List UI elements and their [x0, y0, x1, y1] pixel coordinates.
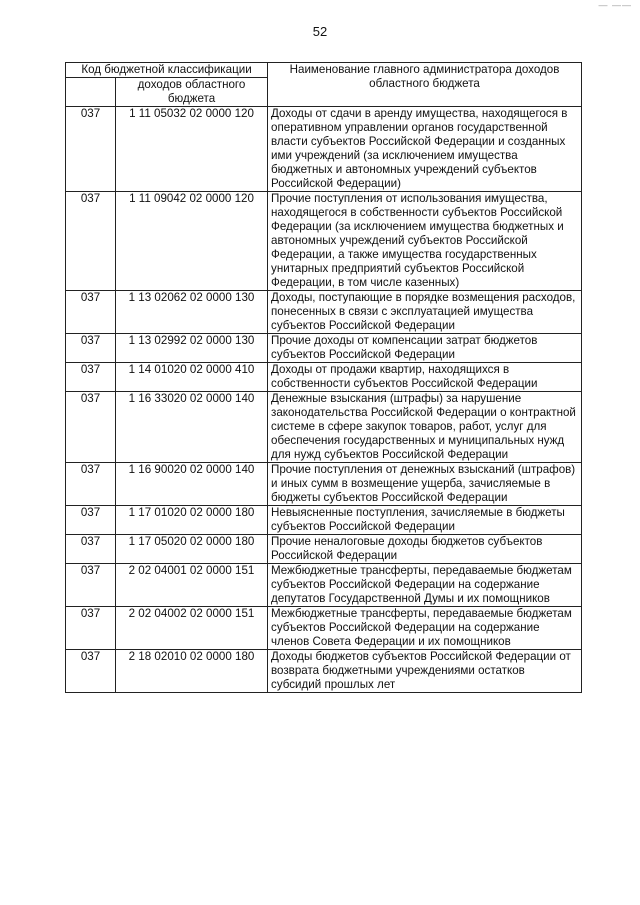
table-row: [66, 291, 582, 334]
income-name-cell: Доходы, поступающие в порядке возмещения расходов, понесенных в связи с эксплуатацией имущества субъектов Российской Федерации: [268, 291, 582, 334]
table-header: [66, 63, 582, 107]
corner-mark: — ——: [598, 0, 632, 10]
table-row: [66, 392, 582, 463]
header-administrator-code: [66, 78, 116, 107]
income-name-cell: Доходы от продажи квартир, находящихся в собственности субъектов Российской Федерации: [268, 363, 582, 392]
income-name-cell: Доходы бюджетов субъектов Российской Федерации от возврата бюджетными учреждениями остатков субсидий прошлых лет: [268, 650, 582, 693]
administrator-code-cell: 037: [66, 535, 116, 564]
table-row: [66, 334, 582, 363]
income-code-cell: 1 13 02062 02 0000 130: [116, 291, 268, 334]
income-code-cell: 1 17 01020 02 0000 180: [116, 506, 268, 535]
table-row: [66, 192, 582, 291]
income-code-cell: 2 02 04001 02 0000 151: [116, 564, 268, 607]
income-name-cell: Межбюджетные трансферты, передаваемые бюджетам субъектов Российской Федерации на содержание членов Совета Федерации и их помощников: [268, 607, 582, 650]
budget-classification-table: [65, 62, 582, 693]
administrator-code-cell: 037: [66, 564, 116, 607]
administrator-code-cell: 037: [66, 363, 116, 392]
income-name-cell: Прочие доходы от компенсации затрат бюджетов субъектов Российской Федерации: [268, 334, 582, 363]
income-code-cell: 2 18 02010 02 0000 180: [116, 650, 268, 693]
income-code-cell: 1 11 05032 02 0000 120: [116, 107, 268, 192]
income-code-cell: 1 13 02992 02 0000 130: [116, 334, 268, 363]
page-number: 52: [312, 24, 328, 39]
table-row: [66, 506, 582, 535]
income-name-cell: Доходы от сдачи в аренду имущества, находящегося в оперативном управлении органов государственной власти субъектов Российской Федерации и созданных ими учреждений (за исключением имущества бюджетных и автономных учреждений субъектов Российской Федерации): [268, 107, 582, 192]
header-budget-classification: Код бюджетной классификации: [66, 63, 268, 78]
income-name-cell: Невыясненные поступления, зачисляемые в бюджеты субъектов Российской Федерации: [268, 506, 582, 535]
administrator-code-cell: 037: [66, 334, 116, 363]
income-name-cell: Прочие поступления от использования имущества, находящегося в собственности субъектов Российской Федерации (за исключением имущества бюджетных и автономных учреждений субъектов Российской Федерации, а также имущества государственных унитарных предприятий субъектов Российской Федерации, в том числе казенных): [268, 192, 582, 291]
income-code-cell: 1 16 90020 02 0000 140: [116, 463, 268, 506]
table-row: [66, 650, 582, 693]
table-row: [66, 463, 582, 506]
administrator-code-cell: 037: [66, 506, 116, 535]
header-income-code: доходов областного бюджета: [116, 78, 268, 107]
income-name-cell: Прочие поступления от денежных взысканий (штрафов) и иных сумм в возмещение ущерба, зачисляемые в бюджеты субъектов Российской Федерации: [268, 463, 582, 506]
income-name-cell: Прочие неналоговые доходы бюджетов субъектов Российской Федерации: [268, 535, 582, 564]
administrator-code-cell: 037: [66, 291, 116, 334]
table-row: [66, 535, 582, 564]
table-row: [66, 363, 582, 392]
income-code-cell: 1 11 09042 02 0000 120: [116, 192, 268, 291]
header-administrator-name: Наименование главного администратора доходов областного бюджета: [268, 63, 582, 107]
administrator-code-cell: 037: [66, 107, 116, 192]
table-body: [66, 107, 582, 693]
table-row: [66, 607, 582, 650]
income-name-cell: Денежные взыскания (штрафы) за нарушение законодательства Российской Федерации о контрактной системе в сфере закупок товаров, работ, услуг для обеспечения государственных и муниципальных нужд для нужд субъектов Российской Федерации: [268, 392, 582, 463]
income-code-cell: 1 16 33020 02 0000 140: [116, 392, 268, 463]
income-code-cell: 1 17 05020 02 0000 180: [116, 535, 268, 564]
income-code-cell: 1 14 01020 02 0000 410: [116, 363, 268, 392]
administrator-code-cell: 037: [66, 392, 116, 463]
table-row: [66, 107, 582, 192]
administrator-code-cell: 037: [66, 463, 116, 506]
table-row: [66, 564, 582, 607]
administrator-code-cell: 037: [66, 192, 116, 291]
administrator-code-cell: 037: [66, 607, 116, 650]
income-name-cell: Межбюджетные трансферты, передаваемые бюджетам субъектов Российской Федерации на содержание депутатов Государственной Думы и их помощников: [268, 564, 582, 607]
administrator-code-cell: 037: [66, 650, 116, 693]
income-code-cell: 2 02 04002 02 0000 151: [116, 607, 268, 650]
